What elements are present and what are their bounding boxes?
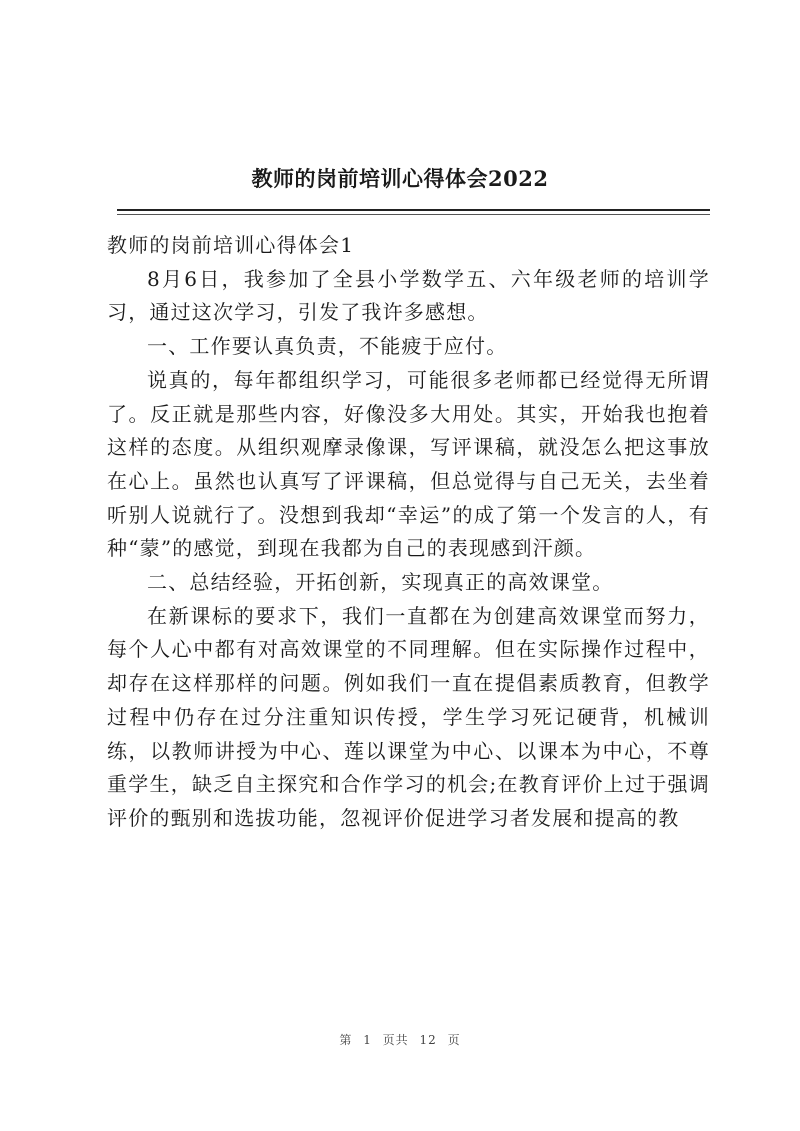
paragraph: 二、总结经验，开拓创新，实现真正的高效课堂。 [147, 570, 614, 595]
page-footer [0, 1031, 800, 1048]
document-title: 教师的岗前培训心得体会2022 [251, 166, 549, 191]
page-label-middle: 页共 [382, 1033, 409, 1047]
page-label-prefix: 第 [339, 1033, 353, 1047]
paragraph: 一、工作要认真负责，不能疲于应付。 [147, 334, 508, 359]
title-divider-thin [117, 214, 710, 215]
paragraph: 说真的，每年都组织学习，可能很多老师都已经觉得无所谓了。反正就是那些内容，好像没多大用处。其实，开始我也抱着这样的态度。从组织观摩录像课，写评课稿，就没怎么把这事放在心上。虽然也认真写了评课稿，但总觉得与自己无关，去坐着听别人说就行了。没想到我却“幸运”的成了第一个发言的人，有种“蒙”的感觉，到现在我都为自己的表现感到汗颜。 [107, 367, 710, 561]
paragraph: 8月6日，我参加了全县小学数学五、六年级老师的培训学习，通过这次学习，引发了我许多感想。 [107, 266, 710, 325]
section-heading: 教师的岗前培训心得体会1 [107, 233, 355, 257]
paragraph: 在新课标的要求下，我们一直都在为创建高效课堂而努力，每个人心中都有对高效课堂的不同理解。但在实际操作过程中，却存在这样那样的问题。例如我们一直在提倡素质教育，但教学过程中仍存在过分注重知识传授，学生学习死记硬背，机械训练，以教师讲授为中心、莲以课堂为中心、以课本为中心，不尊重学生，缺乏自主探究和合作学习的机会;在教育评价上过于强调评价的甄别和选拔功能，忽视评价促进学习者发展和提高的教 [107, 603, 710, 830]
title-divider-thick [117, 209, 710, 211]
page-label-suffix: 页 [447, 1033, 461, 1047]
current-page-number: 1 [363, 1033, 372, 1047]
total-pages-number: 12 [419, 1033, 437, 1047]
document-body [107, 229, 710, 836]
